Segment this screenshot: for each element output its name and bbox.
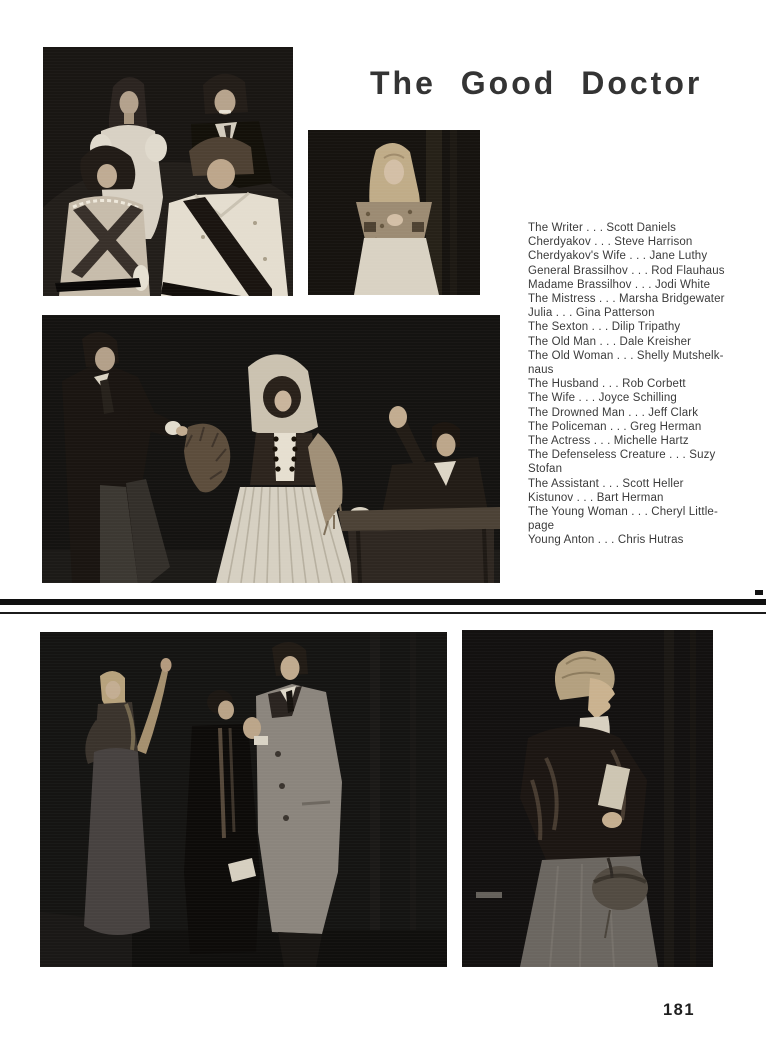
cast-line: The Writer . . . Scott Daniels xyxy=(528,222,677,234)
photo-profile-woman xyxy=(462,630,713,967)
group-portrait-illustration xyxy=(43,47,293,296)
cast-line: The Policeman . . . Greg Herman xyxy=(528,420,702,433)
cast-line: The Mistress . . . Marsha Bridgewater xyxy=(528,293,725,306)
three-actors-illustration xyxy=(40,632,447,967)
cast-line: The Wife . . . Joyce Schilling xyxy=(528,392,677,405)
cast-line: Cherdyakov's Wife . . . Jane Luthy xyxy=(528,250,708,263)
cast-line: The Old Man . . . Dale Kreisher xyxy=(528,335,692,348)
divider-rule-thin xyxy=(0,612,766,614)
cast-line: Cherdyakov . . . Steve Harrison xyxy=(528,236,693,249)
cast-line: page xyxy=(528,520,555,533)
cast-line: Madame Brassilhov . . . Jodi White xyxy=(528,278,711,291)
cast-line: Kistunov . . . Bart Herman xyxy=(528,491,664,504)
page-number: 181 xyxy=(663,1001,696,1019)
cast-line: The Young Woman . . . Cheryl Little- xyxy=(528,506,718,519)
cast-line: The Husband . . . Rob Corbett xyxy=(528,378,686,391)
cast-list xyxy=(528,221,766,548)
shawl-girl-illustration xyxy=(308,130,480,295)
page-title: The Good Doctor xyxy=(370,65,703,102)
photo-group-portrait xyxy=(43,47,293,296)
cast-line: The Sexton . . . Dilip Tripathy xyxy=(528,321,681,334)
cast-line: naus xyxy=(528,364,554,377)
photo-stage-scene xyxy=(42,315,500,583)
cast-line: The Old Woman . . . Shelly Mutshelk- xyxy=(528,349,724,362)
cast-line: Julia . . . Gina Patterson xyxy=(528,307,655,320)
cast-line: The Drowned Man . . . Jeff Clark xyxy=(528,406,699,419)
cast-line: Young Anton . . . Chris Hutras xyxy=(528,534,684,547)
divider-rule-thick xyxy=(0,599,766,605)
edge-mark xyxy=(755,590,763,595)
profile-woman-illustration xyxy=(462,630,713,967)
cast-line: The Assistant . . . Scott Heller xyxy=(528,477,684,490)
cast-line: The Defenseless Creature . . . Suzy xyxy=(528,449,716,462)
cast-line: Stofan xyxy=(528,463,563,476)
stage-scene-illustration xyxy=(42,315,500,583)
cast-line: The Actress . . . Michelle Hartz xyxy=(528,435,689,448)
photo-shawl-girl xyxy=(308,130,480,295)
photo-three-actors xyxy=(40,632,447,967)
cast-line: General Brassilhov . . . Rod Flauhaus xyxy=(528,264,725,277)
